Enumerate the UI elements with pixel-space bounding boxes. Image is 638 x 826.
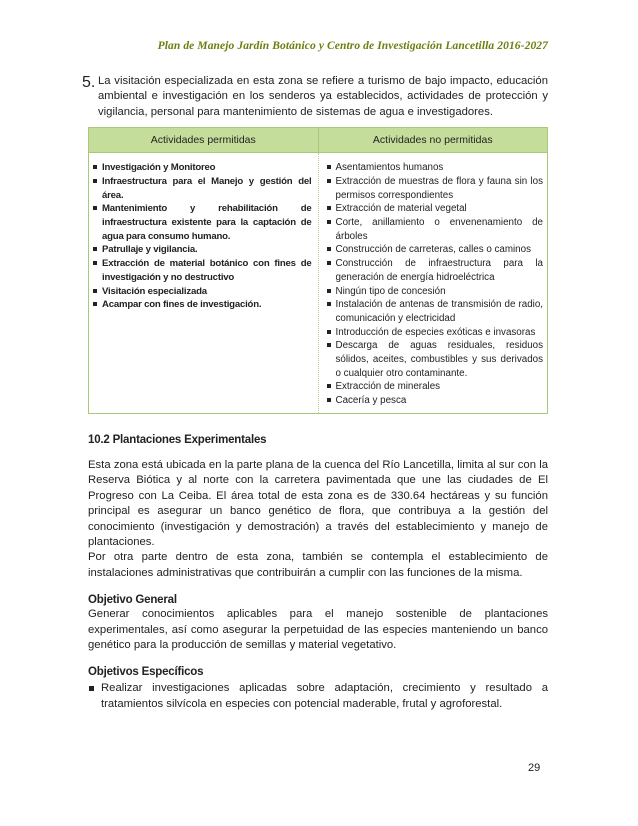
not-permitted-cell: [318, 153, 548, 414]
list-item: Extracción de material vegetal: [327, 202, 544, 216]
list-item: Patrullaje y vigilancia.: [93, 243, 312, 257]
square-bullet-icon: [327, 302, 331, 306]
square-bullet-icon: [93, 302, 97, 306]
square-bullet-icon: [93, 247, 97, 251]
list-item: Extracción de material botánico con fines de investigación y no destructivo: [93, 257, 312, 284]
activities-table: [88, 127, 548, 414]
list-item: Asentamientos humanos: [327, 161, 544, 175]
square-bullet-icon: [93, 165, 97, 169]
not-permitted-list: [327, 161, 544, 408]
list-item: Acampar con fines de investigación.: [93, 298, 312, 312]
page-content: [82, 74, 548, 712]
item-number: 5.: [82, 74, 96, 91]
list-item: Construcción de infraestructura para la generación de energía hidroeléctrica: [327, 257, 544, 284]
square-bullet-icon: [327, 398, 331, 402]
objetivos-especificos-heading: Objetivos Específicos: [88, 666, 204, 679]
square-bullet-icon: [327, 343, 331, 347]
header-not-permitted: Actividades no permitidas: [318, 128, 548, 153]
objetivo-general-text: Generar conocimientos aplicables para el manejo sostenible de plantaciones experimentales, así como asegurar la perpetuidad de las especies manteniendo un banco genético para la producción de semillas y material vegetativo.: [88, 608, 548, 651]
square-bullet-icon: [327, 261, 331, 265]
objetivo-general-heading: Objetivo General: [88, 594, 177, 607]
table-header-row: [89, 128, 548, 153]
list-item: Instalación de antenas de transmisión de radio, comunicación y electricidad: [327, 298, 544, 325]
table-body-row: [89, 153, 548, 414]
square-bullet-icon: [327, 179, 331, 183]
square-bullet-icon: [93, 206, 97, 210]
list-item: Cacería y pesca: [327, 394, 544, 408]
section-heading: 10.2 Plantaciones Experimentales: [88, 433, 267, 446]
header-permitted: Actividades permitidas: [89, 128, 319, 153]
square-bullet-icon: [327, 206, 331, 210]
list-item: Extracción de minerales: [327, 380, 544, 394]
list-item: Investigación y Monitoreo: [93, 161, 312, 175]
square-bullet-icon: [327, 165, 331, 169]
list-item: Introducción de especies exóticas e invasoras: [327, 326, 544, 340]
section-paragraph-2: Por otra parte dentro de esta zona, también se contempla el establecimiento de instalaciones administrativas que contribuirán a cumplir con las funciones de la misma.: [88, 551, 548, 579]
section-paragraph-1: Esta zona está ubicada en la parte plana de la cuenca del Río Lancetilla, limita al sur con la Reserva Biótica y al norte con la carretera pavimentada que une las ciudades de El Progreso con La Ceiba. El área total de esta zona es de 330.64 hectáreas y su función principal es asegurar un banco genético de flora, que contribuya a la gestión del conocimiento (investigación y demostración) a través del establecimiento y manejo de plantaciones.: [88, 458, 548, 548]
square-bullet-icon: [327, 384, 331, 388]
running-header: Plan de Manejo Jardín Botánico y Centro de Investigación Lancetilla 2016-2027: [157, 40, 548, 52]
square-bullet-icon: [93, 289, 97, 293]
permitted-list: [93, 161, 312, 312]
list-item: Corte, anillamiento o envenenamiento de árboles: [327, 216, 544, 243]
square-bullet-icon: [93, 179, 97, 183]
list-item: Construcción de carreteras, calles o caminos: [327, 243, 544, 257]
permitted-cell: [89, 153, 319, 414]
page-number: 29: [528, 762, 541, 774]
list-item: Descarga de aguas residuales, residuos sólidos, aceites, combustibles y sus derivados o cualquier otro contaminante.: [327, 339, 544, 380]
numbered-item-5: [82, 74, 548, 120]
square-bullet-icon: [327, 220, 331, 224]
list-item: Ningún tipo de concesión: [327, 285, 544, 299]
objetivos-especificos-list: [88, 681, 548, 712]
list-item: Visitación especializada: [93, 285, 312, 299]
square-bullet-icon: [327, 330, 331, 334]
list-item: Infraestructura para el Manejo y gestión del área.: [93, 175, 312, 202]
list-item: Mantenimiento y rehabilitación de infraestructura existente para la captación de agua para consumo humano.: [93, 202, 312, 243]
list-item: Realizar investigaciones aplicadas sobre adaptación, crecimiento y resultado a tratamientos silvícola en especies con potencial maderable, frutal y agroforestal.: [88, 681, 548, 712]
list-item: Extracción de muestras de flora y fauna sin los permisos correspondientes: [327, 175, 544, 202]
square-bullet-icon: [89, 686, 94, 691]
square-bullet-icon: [327, 289, 331, 293]
square-bullet-icon: [93, 261, 97, 265]
item-text: La visitación especializada en esta zona se refiere a turismo de bajo impacto, educación ambiental e investigación en los senderos ya establecidos, actividades de protección y vigilancia, personal para mantenimiento de sistemas de agua e investigadores.: [98, 75, 548, 118]
square-bullet-icon: [327, 247, 331, 251]
